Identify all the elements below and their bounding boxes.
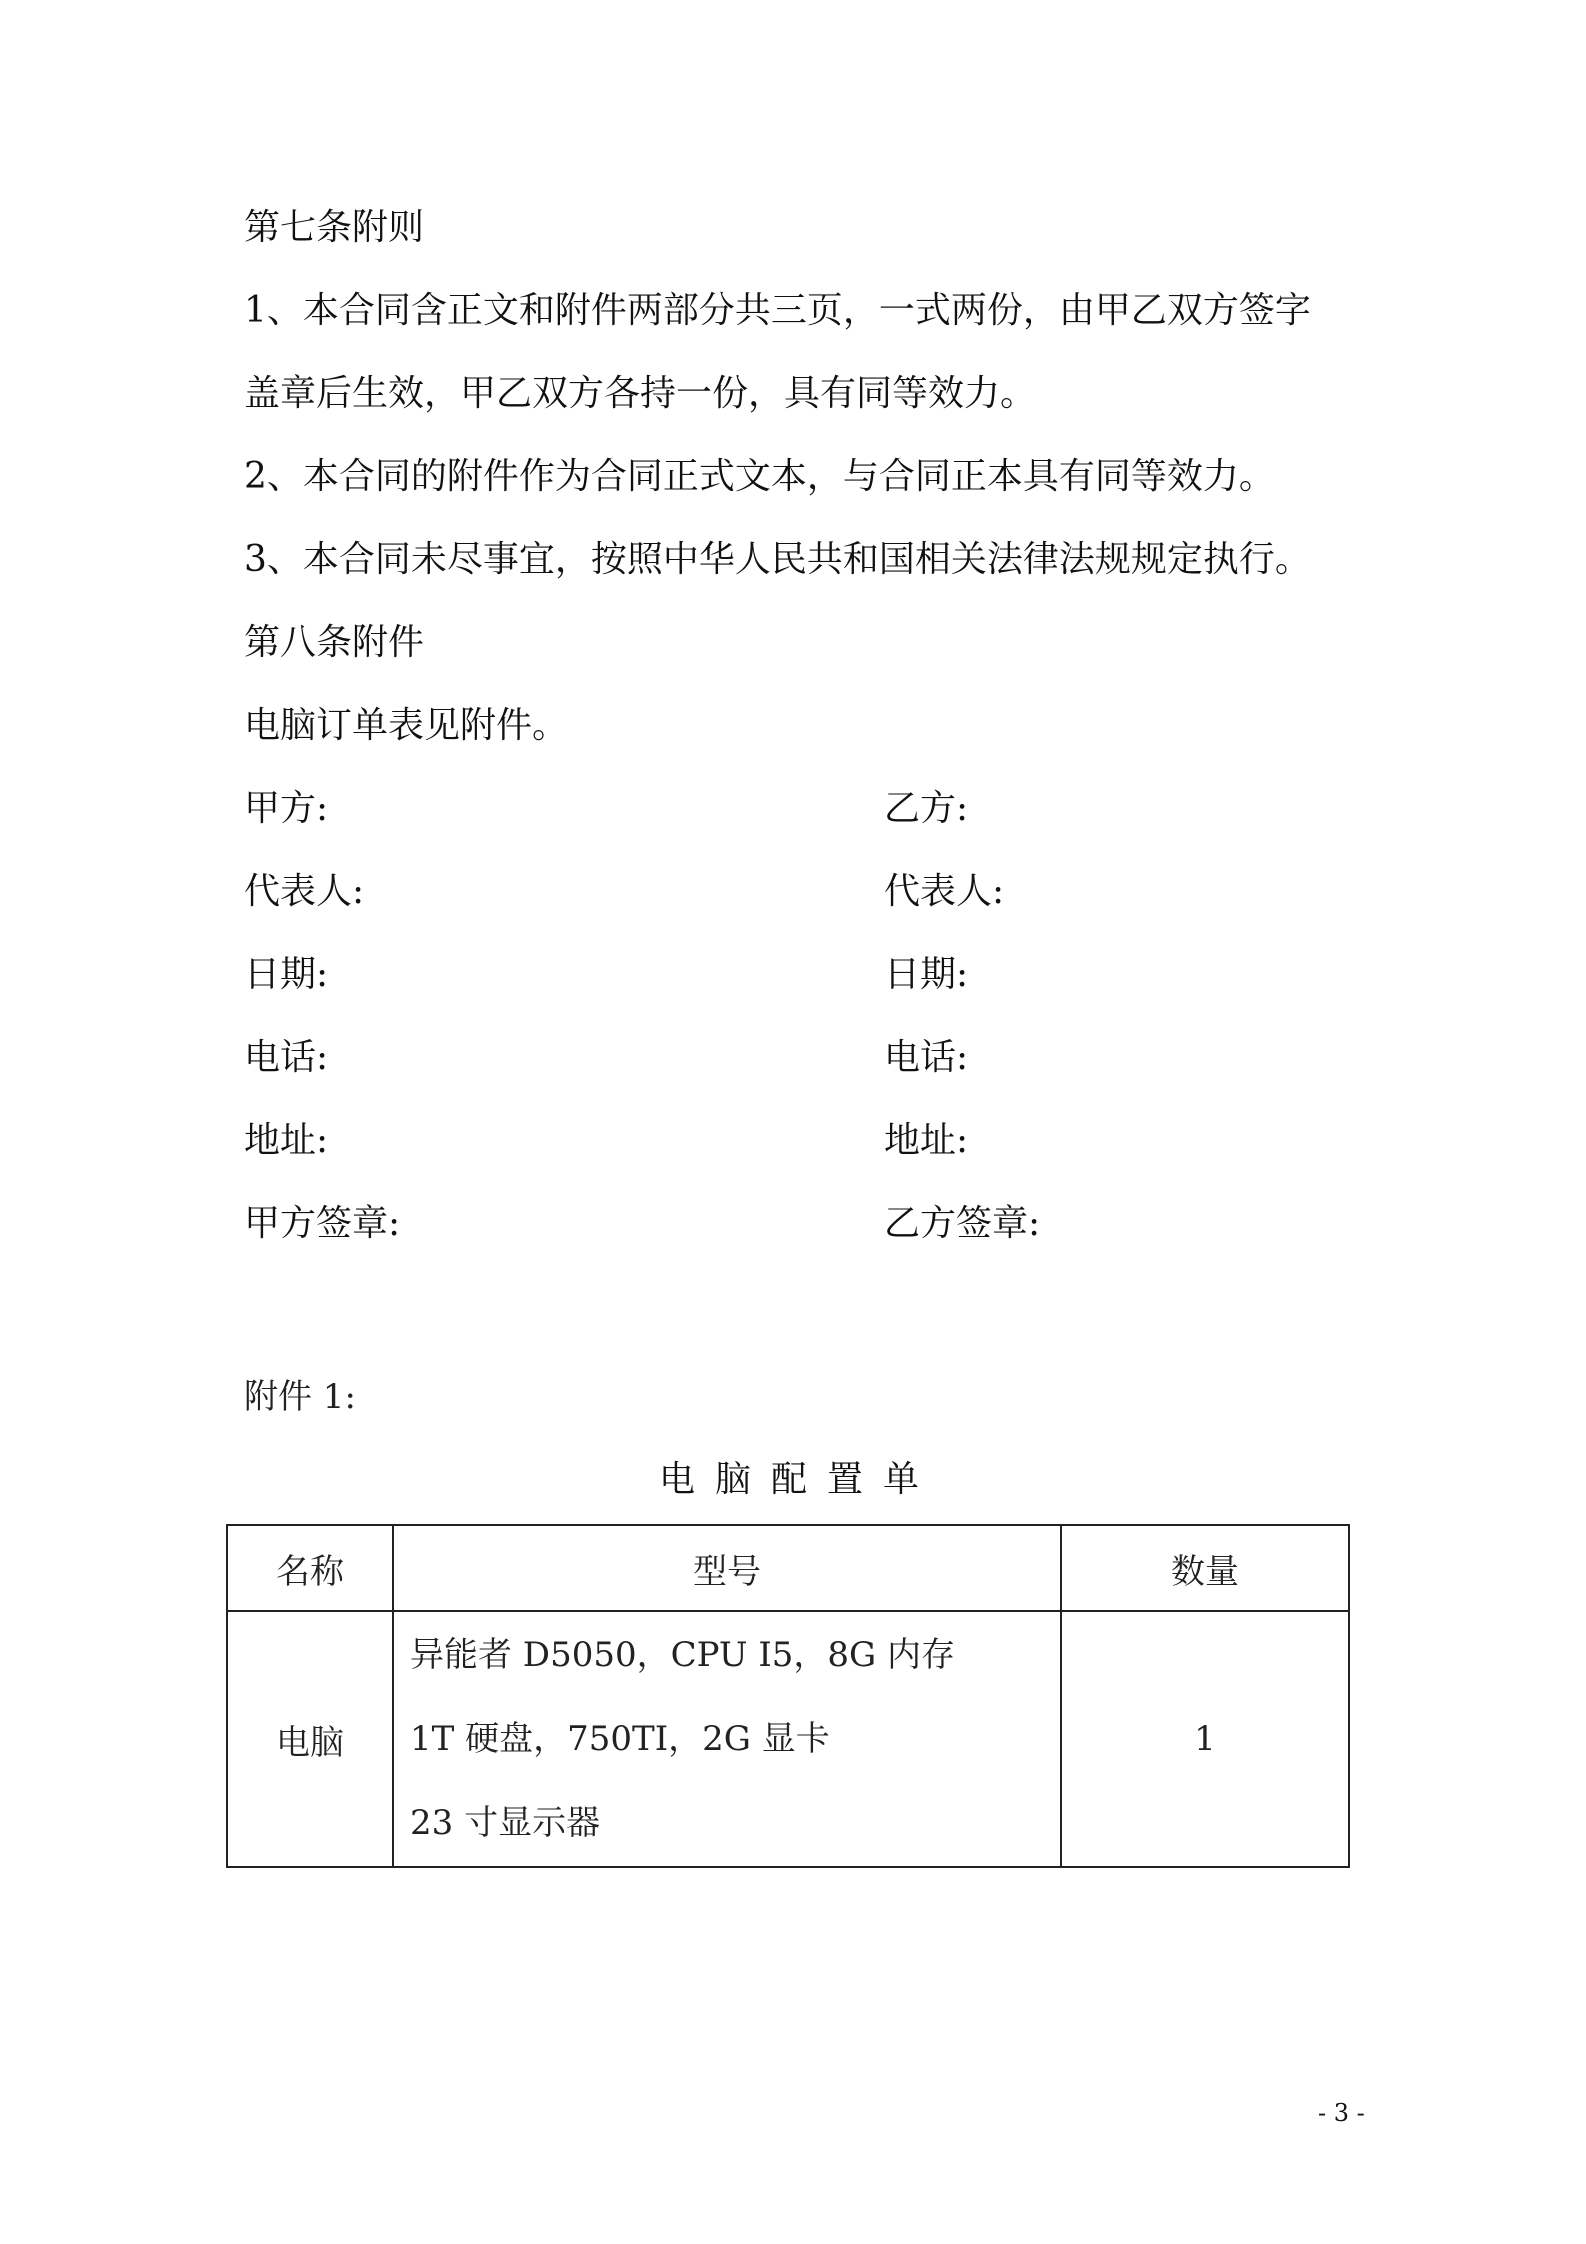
article7-clause3: 3、本合同未尽事宜，按照中华人民共和国相关法律法规规定执行。 xyxy=(244,539,1311,580)
header-model: 型号 xyxy=(393,1525,1061,1611)
table-title: 电脑配置单 xyxy=(658,1459,939,1500)
party-a-representative: 代表人: xyxy=(244,871,365,912)
article7-clause1-line2: 盖章后生效，甲乙双方各持一份，具有同等效力。 xyxy=(244,373,1037,414)
computer-config-table xyxy=(226,1524,1350,1868)
model-line: 23 寸显示器 xyxy=(410,1803,601,1843)
party-b-label: 乙方: xyxy=(884,788,969,829)
party-a-phone: 电话: xyxy=(244,1037,329,1078)
annex-label: 附件 1: xyxy=(244,1377,356,1417)
article8-heading: 第八条附件 xyxy=(244,622,425,663)
cell-model xyxy=(393,1611,1061,1867)
article7-clause2: 2、本合同的附件作为合同正式文本，与合同正本具有同等效力。 xyxy=(244,456,1275,497)
party-a-date: 日期: xyxy=(244,954,329,995)
article7-clause1-line1: 1、本合同含正文和附件两部分共三页，一式两份，由甲乙双方签字 xyxy=(244,290,1311,331)
party-a-seal: 甲方签章: xyxy=(244,1203,401,1244)
header-quantity: 数量 xyxy=(1061,1525,1349,1611)
article7-heading: 第七条附则 xyxy=(244,207,425,248)
model-line: 异能者 D5050，CPU I5，8G 内存 xyxy=(410,1635,956,1675)
header-name: 名称 xyxy=(227,1525,393,1611)
party-a-address: 地址: xyxy=(244,1120,329,1161)
party-b-date: 日期: xyxy=(884,954,969,995)
model-line: 1T 硬盘，750TI，2G 显卡 xyxy=(410,1719,830,1759)
party-b-phone: 电话: xyxy=(884,1037,969,1078)
table-row xyxy=(227,1611,1349,1867)
page-number: - 3 - xyxy=(1318,2099,1365,2127)
party-b-representative: 代表人: xyxy=(884,871,1005,912)
party-a-label: 甲方: xyxy=(244,788,329,829)
cell-quantity: 1 xyxy=(1061,1611,1349,1867)
party-b-address: 地址: xyxy=(884,1120,969,1161)
party-b-seal: 乙方签章: xyxy=(884,1203,1041,1244)
cell-name: 电脑 xyxy=(227,1611,393,1867)
article8-text: 电脑订单表见附件。 xyxy=(244,705,569,746)
table-header-row xyxy=(227,1525,1349,1611)
